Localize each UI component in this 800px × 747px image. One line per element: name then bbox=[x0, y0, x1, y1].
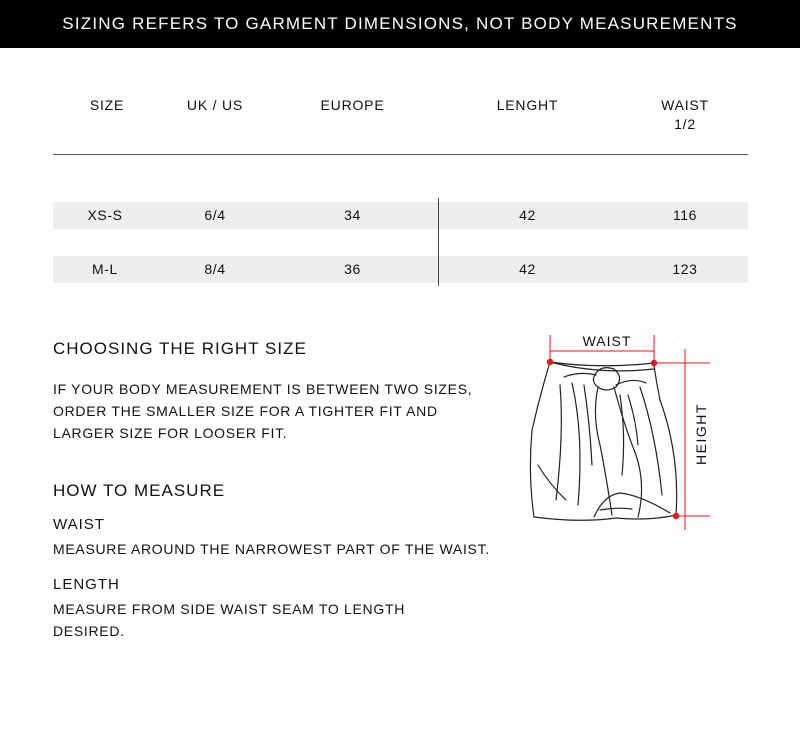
cell-uk-us: 6/4 bbox=[204, 207, 226, 223]
choosing-size-title: CHOOSING THE RIGHT SIZE bbox=[53, 339, 307, 358]
cell-length: 42 bbox=[519, 261, 536, 277]
banner-text: SIZING REFERS TO GARMENT DIMENSIONS, NOT BODY MEASUREMENTS bbox=[62, 14, 738, 33]
header-size: SIZE bbox=[89, 97, 125, 113]
header-europe: EUROPE bbox=[320, 97, 385, 113]
size-table-header bbox=[0, 96, 800, 146]
table-row bbox=[53, 202, 748, 229]
cell-europe: 36 bbox=[344, 261, 361, 277]
size-guide-banner bbox=[0, 0, 800, 48]
cell-size: XS-S bbox=[87, 207, 123, 223]
choosing-size-text bbox=[53, 378, 473, 444]
diagram-waist-label: WAIST bbox=[582, 333, 632, 349]
skirt-illustration bbox=[530, 362, 676, 520]
length-desc-line: DESIRED. bbox=[53, 623, 125, 639]
skirt-measurement-diagram bbox=[520, 325, 720, 540]
length-desc-line: MEASURE FROM SIDE WAIST SEAM TO LENGTH bbox=[53, 601, 406, 617]
header-length: LENGHT bbox=[496, 97, 559, 113]
cell-length: 42 bbox=[519, 207, 536, 223]
choosing-line: ORDER THE SMALLER SIZE FOR A TIGHTER FIT AND bbox=[53, 403, 438, 419]
cell-waist: 123 bbox=[672, 261, 698, 277]
cell-waist: 116 bbox=[672, 207, 698, 223]
header-waist-half: 1/2 bbox=[674, 116, 696, 132]
length-subtitle: LENGTH bbox=[53, 576, 120, 593]
how-to-measure-title: HOW TO MEASURE bbox=[53, 481, 226, 500]
header-waist-label: WAIST bbox=[661, 97, 709, 113]
waist-description bbox=[53, 538, 490, 560]
cell-uk-us: 8/4 bbox=[204, 261, 226, 277]
table-row bbox=[53, 256, 748, 283]
cell-europe: 34 bbox=[344, 207, 361, 223]
header-waist bbox=[650, 96, 720, 134]
cell-size: M-L bbox=[92, 261, 118, 277]
choosing-line: LARGER SIZE FOR LOOSER FIT. bbox=[53, 425, 288, 441]
header-divider bbox=[53, 154, 748, 155]
header-uk-us: UK / US bbox=[186, 97, 244, 113]
waist-desc-line: MEASURE AROUND THE NARROWEST PART OF THE WAIST. bbox=[53, 541, 490, 557]
diagram-height-label: HEIGHT bbox=[693, 403, 709, 465]
waist-subtitle: WAIST bbox=[53, 516, 105, 533]
column-divider bbox=[438, 198, 439, 286]
choosing-line: IF YOUR BODY MEASUREMENT IS BETWEEN TWO SIZES, bbox=[53, 381, 473, 397]
length-description bbox=[53, 598, 405, 642]
